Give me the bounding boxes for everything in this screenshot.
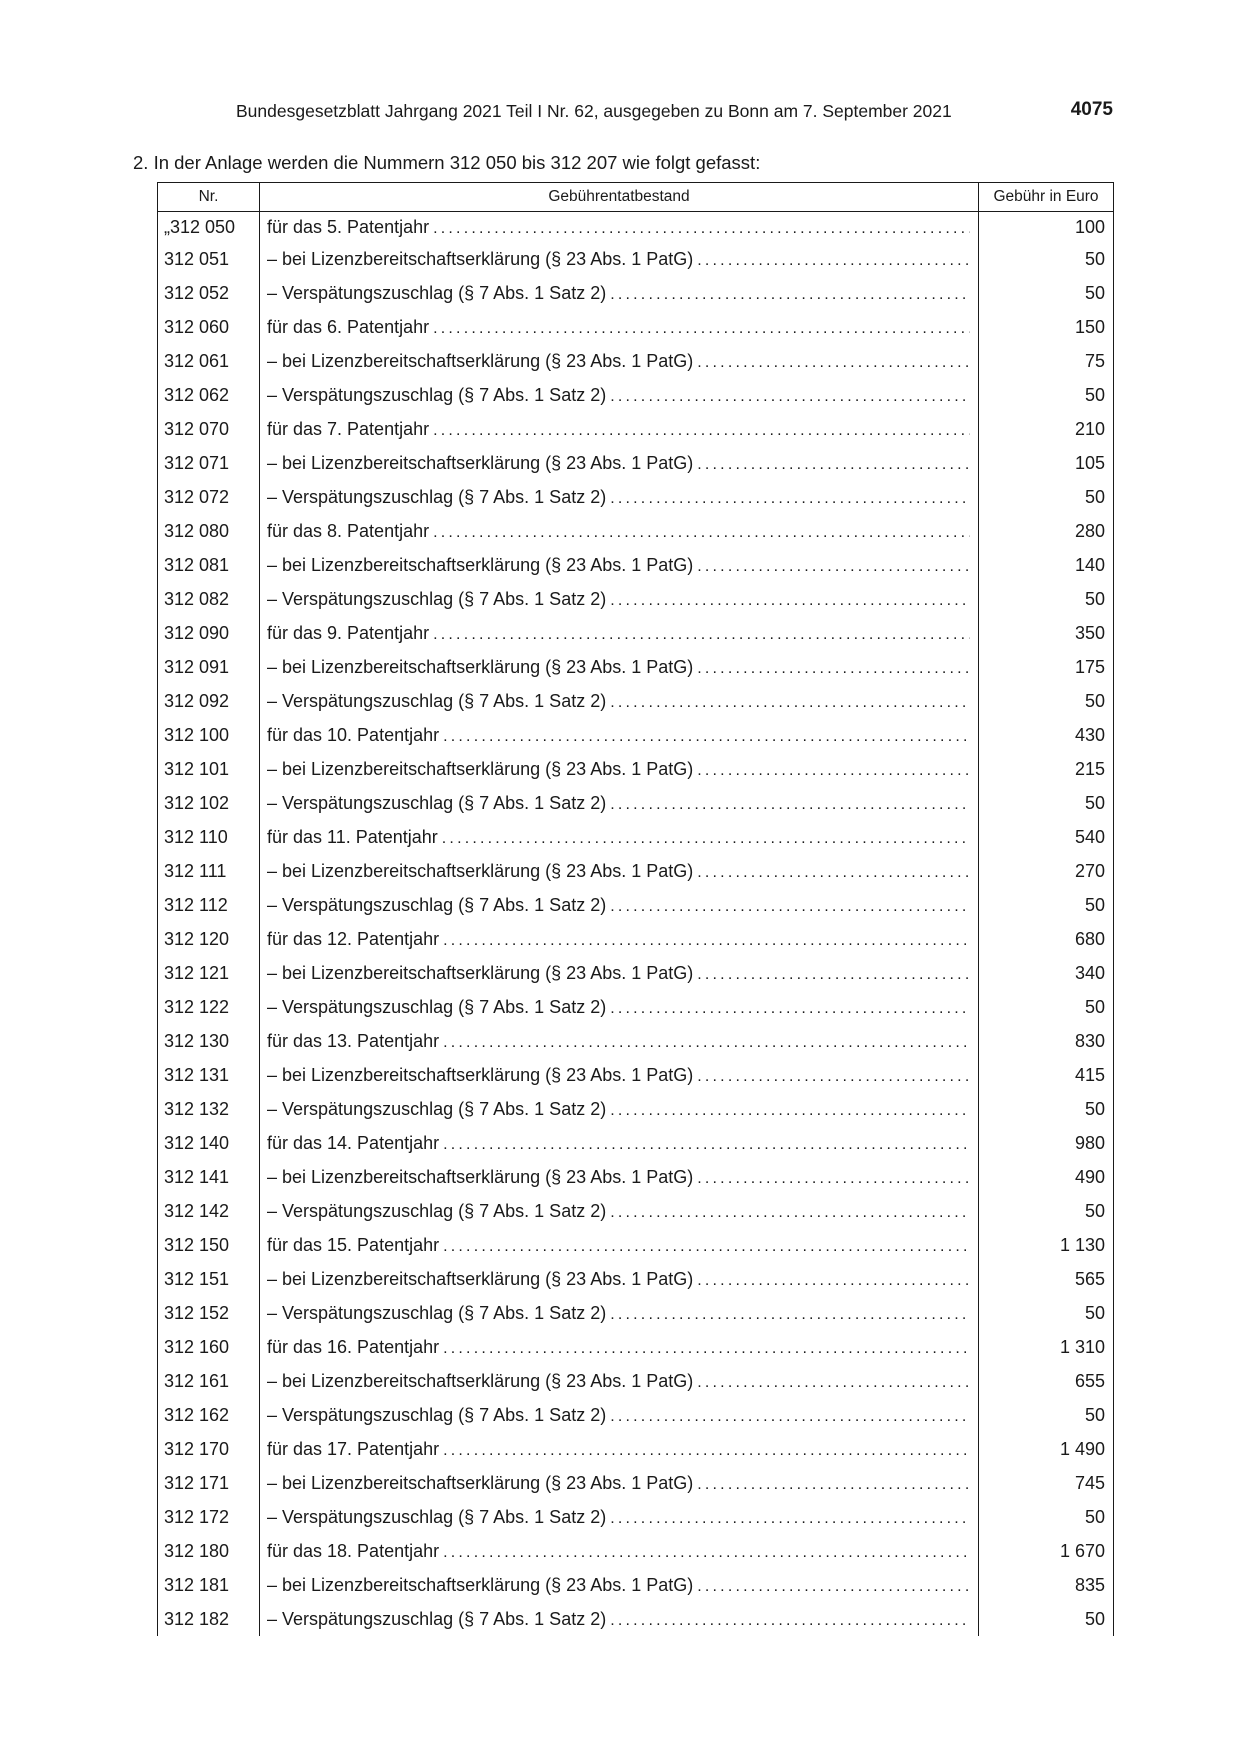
fee-description-cell xyxy=(260,990,979,1024)
dot-leader xyxy=(697,1170,970,1188)
table-row xyxy=(158,548,1114,582)
fee-number: 312 161 xyxy=(158,1364,260,1398)
fee-description: für das 8. Patentjahr xyxy=(267,520,430,541)
table-row xyxy=(158,1364,1114,1398)
fee-description-cell xyxy=(260,1568,979,1602)
fee-description: – Verspätungszuschlag (§ 7 Abs. 1 Satz 2) xyxy=(267,1608,607,1629)
fee-description: – Verspätungszuschlag (§ 7 Abs. 1 Satz 2) xyxy=(267,1098,607,1119)
table-row xyxy=(158,1024,1114,1058)
fee-number: 312 121 xyxy=(158,956,260,990)
fee-description-cell xyxy=(260,650,979,684)
fee-number: 312 092 xyxy=(158,684,260,718)
page-header xyxy=(236,99,1113,123)
fee-description-cell xyxy=(260,480,979,514)
fee-description-cell xyxy=(260,582,979,616)
header-text: Bundesgesetzblatt Jahrgang 2021 Teil I Nr. 62, ausgegeben zu Bonn am 7. September 2021 xyxy=(236,101,952,121)
table-row xyxy=(158,616,1114,650)
fee-description: – Verspätungszuschlag (§ 7 Abs. 1 Satz 2) xyxy=(267,1506,607,1527)
fee-number: 312 131 xyxy=(158,1058,260,1092)
table-row xyxy=(158,582,1114,616)
fee-amount: 280 xyxy=(979,514,1114,548)
fee-description: für das 15. Patentjahr xyxy=(267,1234,440,1255)
fee-amount: 50 xyxy=(979,276,1114,310)
dot-leader xyxy=(610,1612,970,1630)
dot-leader xyxy=(433,422,970,440)
fee-description: für das 14. Patentjahr xyxy=(267,1132,440,1153)
fee-description-cell xyxy=(260,1024,979,1058)
dot-leader xyxy=(697,558,970,576)
fee-description: – bei Lizenzbereitschaftserklärung (§ 23 Abs. 1 PatG) xyxy=(267,248,694,269)
fee-description-cell xyxy=(260,718,979,752)
dot-leader xyxy=(697,864,970,882)
table-body xyxy=(158,212,1114,1637)
table-row xyxy=(158,752,1114,786)
fee-amount: 50 xyxy=(979,242,1114,276)
fee-number: 312 052 xyxy=(158,276,260,310)
fee-description: – Verspätungszuschlag (§ 7 Abs. 1 Satz 2) xyxy=(267,894,607,915)
fee-description-cell xyxy=(260,820,979,854)
dot-leader xyxy=(433,626,970,644)
table-row xyxy=(158,1568,1114,1602)
fee-number: 312 132 xyxy=(158,1092,260,1126)
dot-leader xyxy=(697,1374,970,1392)
table-row xyxy=(158,1602,1114,1636)
fee-description: – Verspätungszuschlag (§ 7 Abs. 1 Satz 2) xyxy=(267,690,607,711)
column-header-description: Gebührentatbestand xyxy=(260,183,979,212)
fee-description-cell xyxy=(260,1126,979,1160)
fee-description: – bei Lizenzbereitschaftserklärung (§ 23 Abs. 1 PatG) xyxy=(267,1574,694,1595)
fee-number: 312 141 xyxy=(158,1160,260,1194)
fee-number: 312 172 xyxy=(158,1500,260,1534)
dot-leader xyxy=(697,1476,970,1494)
fee-description: – bei Lizenzbereitschaftserklärung (§ 23 Abs. 1 PatG) xyxy=(267,452,694,473)
dot-leader xyxy=(443,1442,970,1460)
fee-number: 312 171 xyxy=(158,1466,260,1500)
table-row xyxy=(158,1228,1114,1262)
table-row xyxy=(158,344,1114,378)
fee-number: 312 170 xyxy=(158,1432,260,1466)
fee-amount: 215 xyxy=(979,752,1114,786)
dot-leader xyxy=(443,1238,970,1256)
fee-amount: 350 xyxy=(979,616,1114,650)
fee-number: 312 160 xyxy=(158,1330,260,1364)
fee-description-cell xyxy=(260,854,979,888)
dot-leader xyxy=(610,1306,970,1324)
fee-description-cell xyxy=(260,276,979,310)
fee-number: 312 100 xyxy=(158,718,260,752)
fee-description: – bei Lizenzbereitschaftserklärung (§ 23 Abs. 1 PatG) xyxy=(267,1064,694,1085)
fee-description-cell xyxy=(260,1296,979,1330)
fee-amount: 830 xyxy=(979,1024,1114,1058)
fee-description-cell xyxy=(260,1194,979,1228)
fee-amount: 430 xyxy=(979,718,1114,752)
fee-description-cell xyxy=(260,1602,979,1636)
fee-description: – Verspätungszuschlag (§ 7 Abs. 1 Satz 2) xyxy=(267,282,607,303)
fee-amount: 340 xyxy=(979,956,1114,990)
fee-description: – bei Lizenzbereitschaftserklärung (§ 23 Abs. 1 PatG) xyxy=(267,758,694,779)
fee-amount: 50 xyxy=(979,684,1114,718)
fee-description-cell xyxy=(260,212,979,243)
fee-amount: 745 xyxy=(979,1466,1114,1500)
fee-amount: 50 xyxy=(979,1398,1114,1432)
intro-text: 2. In der Anlage werden die Nummern 312 050 bis 312 207 wie folgt gefasst: xyxy=(133,152,761,173)
fee-description: für das 17. Patentjahr xyxy=(267,1438,440,1459)
fee-description: für das 16. Patentjahr xyxy=(267,1336,440,1357)
dot-leader xyxy=(697,354,970,372)
fee-amount: 680 xyxy=(979,922,1114,956)
dot-leader xyxy=(610,1510,970,1528)
table-row xyxy=(158,786,1114,820)
fee-description-cell xyxy=(260,616,979,650)
dot-leader xyxy=(610,490,970,508)
dot-leader xyxy=(610,388,970,406)
fee-description: – Verspätungszuschlag (§ 7 Abs. 1 Satz 2) xyxy=(267,792,607,813)
dot-leader xyxy=(443,1034,970,1052)
fee-number: 312 130 xyxy=(158,1024,260,1058)
table-row xyxy=(158,684,1114,718)
fee-description: – Verspätungszuschlag (§ 7 Abs. 1 Satz 2) xyxy=(267,588,607,609)
fee-amount: 50 xyxy=(979,1194,1114,1228)
fee-number: 312 070 xyxy=(158,412,260,446)
dot-leader xyxy=(697,1578,970,1596)
fee-description: für das 12. Patentjahr xyxy=(267,928,440,949)
column-header-fee: Gebühr in Euro xyxy=(979,183,1114,212)
dot-leader xyxy=(610,1000,970,1018)
dot-leader xyxy=(433,220,970,238)
fee-number: 312 061 xyxy=(158,344,260,378)
table-row xyxy=(158,1160,1114,1194)
table-row xyxy=(158,1534,1114,1568)
fee-amount: 980 xyxy=(979,1126,1114,1160)
table-row xyxy=(158,1466,1114,1500)
fee-amount: 50 xyxy=(979,1602,1114,1636)
dot-leader xyxy=(610,694,970,712)
dot-leader xyxy=(443,1136,970,1154)
fee-description: – Verspätungszuschlag (§ 7 Abs. 1 Satz 2) xyxy=(267,1302,607,1323)
table-row xyxy=(158,650,1114,684)
fee-amount: 100 xyxy=(979,212,1114,243)
dot-leader xyxy=(610,592,970,610)
dot-leader xyxy=(443,728,970,746)
fee-number: 312 111 xyxy=(158,854,260,888)
fee-number: 312 181 xyxy=(158,1568,260,1602)
fee-description: – Verspätungszuschlag (§ 7 Abs. 1 Satz 2) xyxy=(267,1200,607,1221)
fee-number: 312 152 xyxy=(158,1296,260,1330)
fee-amount: 540 xyxy=(979,820,1114,854)
fee-amount: 1 670 xyxy=(979,1534,1114,1568)
fee-description: für das 6. Patentjahr xyxy=(267,316,430,337)
fee-description-cell xyxy=(260,548,979,582)
dot-leader xyxy=(610,286,970,304)
dot-leader xyxy=(610,1204,970,1222)
table-row xyxy=(158,310,1114,344)
fee-amount: 140 xyxy=(979,548,1114,582)
page-number: 4075 xyxy=(1070,99,1113,120)
table-row xyxy=(158,242,1114,276)
fee-number: 312 150 xyxy=(158,1228,260,1262)
fee-number: 312 182 xyxy=(158,1602,260,1636)
fee-number: 312 112 xyxy=(158,888,260,922)
fee-amount: 50 xyxy=(979,582,1114,616)
table-row xyxy=(158,480,1114,514)
fee-description-cell xyxy=(260,1058,979,1092)
table-row xyxy=(158,888,1114,922)
fee-description: für das 10. Patentjahr xyxy=(267,724,440,745)
fee-description: für das 9. Patentjahr xyxy=(267,622,430,643)
fee-amount: 415 xyxy=(979,1058,1114,1092)
fee-description: – Verspätungszuschlag (§ 7 Abs. 1 Satz 2) xyxy=(267,1404,607,1425)
fee-amount: 50 xyxy=(979,786,1114,820)
dot-leader xyxy=(433,524,970,542)
fee-amount: 50 xyxy=(979,1092,1114,1126)
fee-description-cell xyxy=(260,242,979,276)
fee-description-cell xyxy=(260,1092,979,1126)
fee-number: 312 162 xyxy=(158,1398,260,1432)
fee-number: 312 062 xyxy=(158,378,260,412)
fee-amount: 490 xyxy=(979,1160,1114,1194)
fee-description: – bei Lizenzbereitschaftserklärung (§ 23 Abs. 1 PatG) xyxy=(267,860,694,881)
fee-description-cell xyxy=(260,344,979,378)
fee-description-cell xyxy=(260,514,979,548)
dot-leader xyxy=(610,1102,970,1120)
dot-leader xyxy=(443,1544,970,1562)
dot-leader xyxy=(697,966,970,984)
fee-description: – bei Lizenzbereitschaftserklärung (§ 23 Abs. 1 PatG) xyxy=(267,656,694,677)
fee-description-cell xyxy=(260,1330,979,1364)
column-header-nr: Nr. xyxy=(158,183,260,212)
fee-number: 312 071 xyxy=(158,446,260,480)
table-row xyxy=(158,1330,1114,1364)
dot-leader xyxy=(442,830,970,848)
fee-description-cell xyxy=(260,1534,979,1568)
dot-leader xyxy=(697,660,970,678)
fee-number: 312 122 xyxy=(158,990,260,1024)
table-row xyxy=(158,276,1114,310)
fee-number: 312 142 xyxy=(158,1194,260,1228)
table-row xyxy=(158,412,1114,446)
table-row xyxy=(158,820,1114,854)
dot-leader xyxy=(433,320,970,338)
fee-description-cell xyxy=(260,1500,979,1534)
fee-amount: 835 xyxy=(979,1568,1114,1602)
fee-description-cell xyxy=(260,1228,979,1262)
fee-description: für das 18. Patentjahr xyxy=(267,1540,440,1561)
fee-number: 312 091 xyxy=(158,650,260,684)
fee-description-cell xyxy=(260,684,979,718)
fee-number: 312 090 xyxy=(158,616,260,650)
fee-description-cell xyxy=(260,310,979,344)
fee-description: – bei Lizenzbereitschaftserklärung (§ 23 Abs. 1 PatG) xyxy=(267,1472,694,1493)
dot-leader xyxy=(697,252,970,270)
fee-amount: 105 xyxy=(979,446,1114,480)
fee-description-cell xyxy=(260,1398,979,1432)
fee-amount: 50 xyxy=(979,1500,1114,1534)
fee-amount: 565 xyxy=(979,1262,1114,1296)
fee-description: – bei Lizenzbereitschaftserklärung (§ 23 Abs. 1 PatG) xyxy=(267,350,694,371)
dot-leader xyxy=(697,1272,970,1290)
fee-amount: 50 xyxy=(979,480,1114,514)
table-row xyxy=(158,1500,1114,1534)
fee-description: für das 7. Patentjahr xyxy=(267,418,430,439)
fee-amount: 210 xyxy=(979,412,1114,446)
fee-amount: 150 xyxy=(979,310,1114,344)
table-row xyxy=(158,1194,1114,1228)
fee-number: 312 180 xyxy=(158,1534,260,1568)
fee-description-cell xyxy=(260,752,979,786)
table-row xyxy=(158,1398,1114,1432)
table-row xyxy=(158,212,1114,243)
table-row xyxy=(158,718,1114,752)
fee-amount: 1 490 xyxy=(979,1432,1114,1466)
fee-table xyxy=(157,182,1114,1636)
fee-amount: 50 xyxy=(979,990,1114,1024)
fee-number: 312 140 xyxy=(158,1126,260,1160)
table-row xyxy=(158,922,1114,956)
fee-description-cell xyxy=(260,1432,979,1466)
table-row xyxy=(158,1432,1114,1466)
fee-description: – bei Lizenzbereitschaftserklärung (§ 23 Abs. 1 PatG) xyxy=(267,554,694,575)
dot-leader xyxy=(697,456,970,474)
fee-number: 312 080 xyxy=(158,514,260,548)
table-row xyxy=(158,514,1114,548)
fee-amount: 655 xyxy=(979,1364,1114,1398)
fee-description: – bei Lizenzbereitschaftserklärung (§ 23 Abs. 1 PatG) xyxy=(267,962,694,983)
fee-amount: 1 310 xyxy=(979,1330,1114,1364)
table-header-row xyxy=(158,183,1114,212)
fee-number: 312 082 xyxy=(158,582,260,616)
fee-description-cell xyxy=(260,378,979,412)
fee-number: 312 072 xyxy=(158,480,260,514)
fee-description-cell xyxy=(260,888,979,922)
table-row xyxy=(158,446,1114,480)
dot-leader xyxy=(697,1068,970,1086)
dot-leader xyxy=(610,1408,970,1426)
fee-amount: 1 130 xyxy=(979,1228,1114,1262)
fee-description-cell xyxy=(260,1466,979,1500)
dot-leader xyxy=(610,796,970,814)
fee-description-cell xyxy=(260,446,979,480)
fee-description-cell xyxy=(260,1160,979,1194)
fee-number: 312 051 xyxy=(158,242,260,276)
fee-amount: 50 xyxy=(979,378,1114,412)
fee-amount: 75 xyxy=(979,344,1114,378)
fee-description: – bei Lizenzbereitschaftserklärung (§ 23 Abs. 1 PatG) xyxy=(267,1166,694,1187)
dot-leader xyxy=(610,898,970,916)
fee-amount: 270 xyxy=(979,854,1114,888)
fee-description: – Verspätungszuschlag (§ 7 Abs. 1 Satz 2) xyxy=(267,486,607,507)
dot-leader xyxy=(443,1340,970,1358)
fee-description: für das 11. Patentjahr xyxy=(267,826,438,847)
dot-leader xyxy=(697,762,970,780)
fee-number: 312 120 xyxy=(158,922,260,956)
fee-description: – bei Lizenzbereitschaftserklärung (§ 23 Abs. 1 PatG) xyxy=(267,1370,694,1391)
fee-number: 312 081 xyxy=(158,548,260,582)
table-row xyxy=(158,956,1114,990)
fee-amount: 50 xyxy=(979,888,1114,922)
fee-amount: 175 xyxy=(979,650,1114,684)
fee-number: 312 110 xyxy=(158,820,260,854)
fee-description-cell xyxy=(260,922,979,956)
fee-description-cell xyxy=(260,1364,979,1398)
fee-number: 312 102 xyxy=(158,786,260,820)
fee-amount: 50 xyxy=(979,1296,1114,1330)
table-row xyxy=(158,1126,1114,1160)
table-row xyxy=(158,1092,1114,1126)
fee-number: „312 050 xyxy=(158,212,260,243)
fee-description-cell xyxy=(260,956,979,990)
fee-number: 312 151 xyxy=(158,1262,260,1296)
fee-description: – bei Lizenzbereitschaftserklärung (§ 23 Abs. 1 PatG) xyxy=(267,1268,694,1289)
table-row xyxy=(158,990,1114,1024)
fee-description: für das 13. Patentjahr xyxy=(267,1030,440,1051)
dot-leader xyxy=(443,932,970,950)
fee-description-cell xyxy=(260,412,979,446)
fee-description: – Verspätungszuschlag (§ 7 Abs. 1 Satz 2) xyxy=(267,996,607,1017)
fee-description: für das 5. Patentjahr xyxy=(267,216,430,237)
table-row xyxy=(158,854,1114,888)
fee-number: 312 101 xyxy=(158,752,260,786)
table-row xyxy=(158,1262,1114,1296)
fee-number: 312 060 xyxy=(158,310,260,344)
table-row xyxy=(158,378,1114,412)
fee-description-cell xyxy=(260,786,979,820)
table-row xyxy=(158,1058,1114,1092)
fee-description-cell xyxy=(260,1262,979,1296)
fee-description: – Verspätungszuschlag (§ 7 Abs. 1 Satz 2) xyxy=(267,384,607,405)
table-row xyxy=(158,1296,1114,1330)
